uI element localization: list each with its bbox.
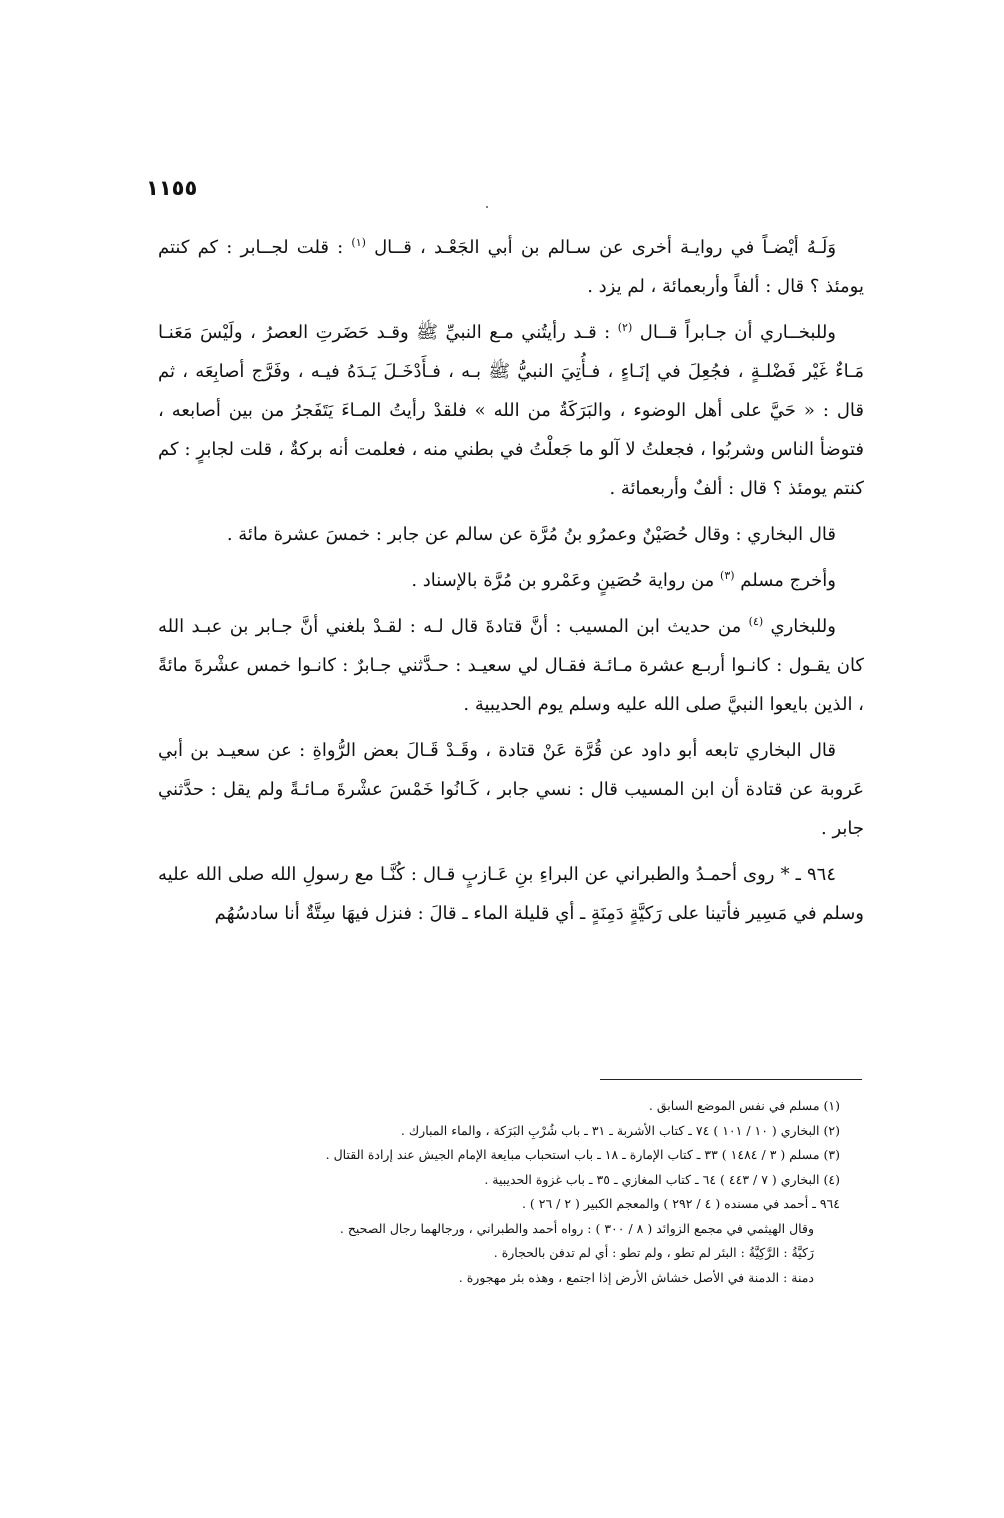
footnote: وقال الهيثمي في مجمع الزوائد ( ٨ / ٣٠٠ ) : رواه أحمد والطبراني ، ورجالهما رجال الصحيح . bbox=[339, 1220, 814, 1236]
footnote: (٣) مسلم ( ٣ / ١٤٨٤ ) ٣٣ ـ كتاب الإمارة ـ ١٨ ـ باب استحباب مبايعة الإمام الجيش عند إرادة القتال . bbox=[325, 1147, 840, 1162]
footnote-ref: (٤) bbox=[748, 615, 764, 628]
main-text bbox=[158, 228, 864, 940]
footnote-ref: (٣) bbox=[720, 569, 735, 582]
footnote-ref: (٢) bbox=[617, 321, 633, 334]
paragraph bbox=[158, 561, 864, 600]
paragraph-text: وأخرج مسلم bbox=[734, 570, 836, 591]
paragraph bbox=[158, 313, 864, 508]
footnote: (٢) البخاري ( ١٠ / ١٠١ ) ٧٤ ـ كتاب الأشربة ـ ٣١ ـ باب شُرْبِ البَرَكة ، والماء المبارك . bbox=[400, 1122, 840, 1138]
footnotes bbox=[158, 1094, 840, 1290]
paragraph bbox=[158, 607, 864, 724]
paragraph-text: من رواية حُصَينٍ وعَمْرو بن مُرَّة بالإسناد . bbox=[411, 570, 721, 591]
paragraph bbox=[158, 228, 864, 306]
page-number: ١١٥٥ bbox=[146, 176, 198, 200]
footnote: (٤) البخاري ( ٧ / ٤٤٣ ) ٦٤ ـ كتاب المغازي ـ ٣٥ ـ باب غزوة الحديبية . bbox=[484, 1171, 840, 1187]
paragraph bbox=[158, 731, 864, 848]
paragraph-text: : قلت لجــابر : كم كنتم يومئذ ؟ قال : ألفاً وأربعمائة ، لم يزد . bbox=[158, 237, 864, 297]
paragraph bbox=[158, 515, 864, 554]
footnote-ref: (١) bbox=[351, 236, 366, 249]
hadith-964 bbox=[158, 855, 864, 933]
paragraph-text: وللبخاري bbox=[763, 616, 836, 637]
footnote: (١) مسلم في نفس الموضع السابق . bbox=[648, 1098, 840, 1113]
paragraph-text: : قـد رأيتُني مـع النبيِّ ﷺ وقـد حَضَرتِ العصرُ ، ولَيْسَ مَعَنـا مَـاءٌ غَيْر فَضْلـةٍ ، فجُعِلَ في إنَـاءٍ ، فـأُتِيَ النبيُّ ﷺ بـه ، فـأَدْخَـلَ يَـدَهُ فيـه ، وفَرَّج أصابِعَه ، ثم قال : « حَيَّ على أهل الوضوء ، والبَرَكَةُ من الله » فلقدْ رأيتُ المـاءَ يَتَفَجرُ من بين أصابعه ، فتوضأ الناس وشربُوا ، فجعلتُ لا آلو ما جَعلْتُ في بطني منه ، فعلمت أنه بركةٌ ، قلت لجابرٍ : كم كنتم يومئذ ؟ قال : ألفٌ وأربعمائة . bbox=[158, 322, 864, 499]
paragraph-text: قال البخاري تابعه أبو داود عن قُرَّة عَنْ قتادة ، وقَـدْ قَـالَ بعض الرُّواةِ : عن سعيـد بن أبي عَروبة عن قتادة أن ابن المسيب قال : نسي جابر ، كَـانُوا خَمْسَ عشْرةَ مـائـةً ولم يقل : حدَّثني جابر . bbox=[158, 740, 864, 839]
paragraph-text: قال البخاري : وقال حُصَيْنٌ وعمرُو بنُ مُرَّة عن سالم عن جابر : خمسَ عشرة مائة . bbox=[226, 524, 836, 545]
paragraph-text: من حديث ابن المسيب : أنَّ قتادةَ قال لـه : لقـدْ بلغني أنَّ جـابر بن عبـد الله كان يقـول : كانـوا أربـع عشرة مـائـة فقـال لي سعيـد : حـدَّثني جـابرٌ : كانـوا خمس عشْرةَ مائةً ، الذين بايعوا النبيَّ صلى الله عليه وسلم يوم الحديبية . bbox=[158, 616, 864, 715]
print-speck bbox=[486, 206, 488, 208]
footnote: ٩٦٤ ـ أحمد في مسنده ( ٤ / ٢٩٢ ) والمعجم الكبير ( ٢ / ٢٦ ) . bbox=[521, 1196, 840, 1211]
footnote: دمنة : الدمنة في الأصل خشاش الأرض إذا اجتمع ، وهذه بئر مهجورة . bbox=[458, 1269, 814, 1285]
paragraph-text: ٩٦٤ ـ * روى أحمـدُ والطبراني عن البراءِ بنِ عَـازبٍ قـال : كُنَّـا مع رسولِ الله صلى الله عليه وسلم في مَسِير فأتينا على رَكيَّةٍ دَمِنَةٍ ـ أي قليلة الماء ـ قالَ : فنزل فيهَا سِتَّةٌ أنا سادسُهُم bbox=[158, 864, 864, 924]
paragraph-text: وَلَـهُ أيْضـاً في روايـة أخرى عن سـالم بن أبي الجَعْـد ، قــال bbox=[365, 237, 837, 258]
footnote: رَكيَّةُ : الرَّكِيَّةُ : البئر لم تطو ، ولم تطو : أي لم تدفن بالحجارة . bbox=[493, 1245, 814, 1260]
footnote-divider bbox=[600, 1079, 862, 1080]
paragraph-text: وللبخــاري أن جـابراً قــال bbox=[632, 322, 836, 343]
